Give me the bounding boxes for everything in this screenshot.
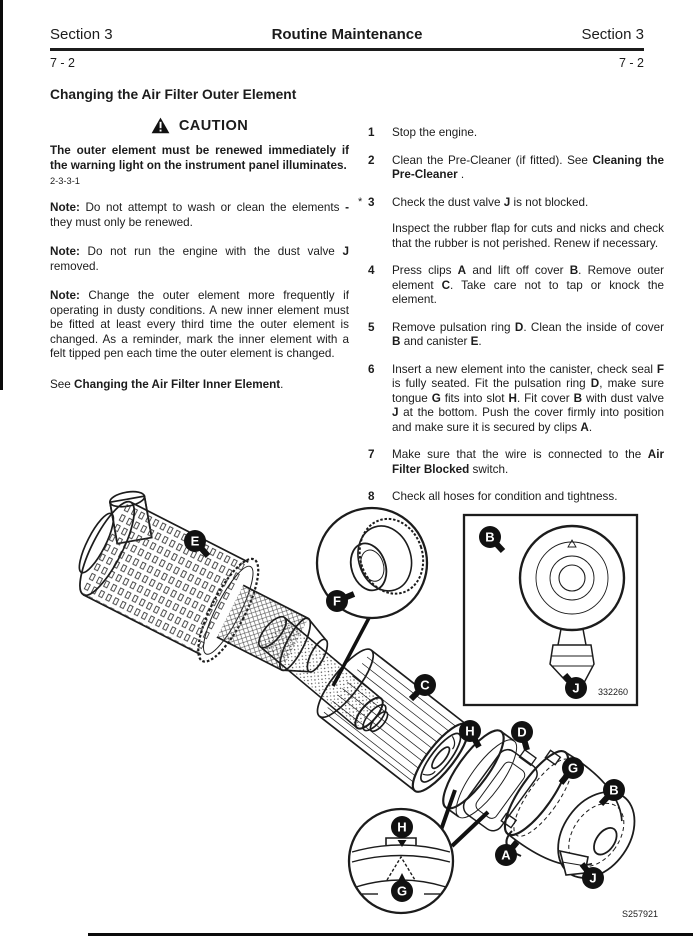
page-numbers [50,56,644,70]
step-number: 5 [368,320,375,334]
step-text [392,196,664,252]
svg-text:F: F [333,593,341,609]
svg-text:J: J [572,680,580,696]
step-number: 6 [368,362,375,376]
caution-message: The outer element must be renewed immediately if the warning light on the instrument panel illuminates. [50,144,349,172]
label-outer-element [411,674,436,699]
scan-edge-left [0,0,3,390]
label-dust-valve [582,864,604,889]
svg-text:H: H [465,723,475,739]
step-item [368,363,664,436]
header-rule [50,48,644,51]
step-paragraph: Check the dust valve J is not blocked. [392,195,589,209]
step-number: 1 [368,126,375,139]
step-text [392,126,664,141]
svg-text:E: E [190,533,200,549]
step-paragraph: Inspect the rubber flap for cuts and nicks and check that the rubber is not perished. Renew if necessary. [392,222,664,250]
see-reference: See Changing the Air Filter Inner Element. [50,377,284,391]
svg-text:H: H [397,819,407,835]
header-section-right: Section 3 [581,26,644,43]
step-text [392,154,664,183]
header-section-left: Section 3 [50,26,113,43]
step-paragraph: Stop the engine. [392,126,478,139]
step-item [368,154,664,183]
caution-code: 2-3-3-1 [50,176,80,186]
step-paragraph: Insert a new element into the canister, check seal F is fully seated. Fit the pulsation ring D, make sure tongue G fits into slot H. Fit cover B with dust valve J at the bottom. Push the cover firmly into position and make sure it is secured by clips A. [392,362,664,434]
step-item [368,126,664,141]
steps-list [358,126,664,505]
air-filter-exploded-diagram [0,490,693,936]
step-item [368,264,664,308]
page-number-right: 7 - 2 [618,56,644,70]
step-text [392,363,664,436]
caution-label: CAUTION [178,117,249,134]
step-number: 2 [368,153,375,167]
step-item [358,195,664,252]
svg-text:B: B [609,782,619,798]
step-item [368,321,664,350]
header-title: Routine Maintenance [271,26,423,43]
page-title: Changing the Air Filter Outer Element [50,87,297,102]
label-tongue [561,757,584,783]
caution-header [50,117,349,134]
step-paragraph: Make sure that the wire is connected to the Air Filter Blocked switch. [392,448,664,476]
step-paragraph: Remove pulsation ring D. Clean the inside of cover B and canister E. [392,320,664,348]
svg-text:G: G [396,883,408,899]
figure-reference-number: S257921 [621,909,658,919]
note-paragraph-1: Note: Do not attempt to wash or clean the elements - they must only be renewed. [50,201,349,229]
svg-text:D: D [517,724,527,740]
page-number-left: 7 - 2 [50,56,76,70]
svg-text:J: J [589,870,597,886]
inset-figure-number: 332260 [598,687,629,697]
step-text [392,448,664,477]
svg-text:A: A [501,847,511,863]
step-number: 4 [368,264,375,277]
step-item [368,448,664,477]
step-number: 3 [368,195,375,209]
svg-text:C: C [420,677,430,693]
svg-text:B: B [485,529,495,545]
step-paragraph: Check all hoses for condition and tightness. [392,490,618,503]
label-pulsation-ring [511,721,533,750]
step-text [392,321,664,350]
svg-text:G: G [567,760,579,776]
label-clip [495,842,517,866]
step-paragraph: Press clips A and lift off cover B. Remove outer element C. Take care not to tap or knock the element. [392,264,664,306]
step-paragraph: Clean the Pre-Cleaner (if fitted). See Cleaning the Pre-Cleaner . [392,153,664,181]
note-paragraph-3: Note: Change the outer element more frequently if operating in dusty conditions. A new inner element must be fitted at least every third time the outer element is changed. As a reminder, mark the inner element with a felt tipped pen each time the outer element is changed. [50,289,349,360]
note-paragraph-2: Note: Do not run the engine with the dust valve J removed. [50,245,349,273]
steps-column [358,126,664,518]
step-number: 7 [368,448,375,461]
left-column [50,117,349,391]
step-text [392,264,664,308]
warning-triangle-icon [151,117,170,134]
page-header [50,26,644,43]
step-star: * [358,195,363,208]
step-number: 8 [368,490,375,503]
